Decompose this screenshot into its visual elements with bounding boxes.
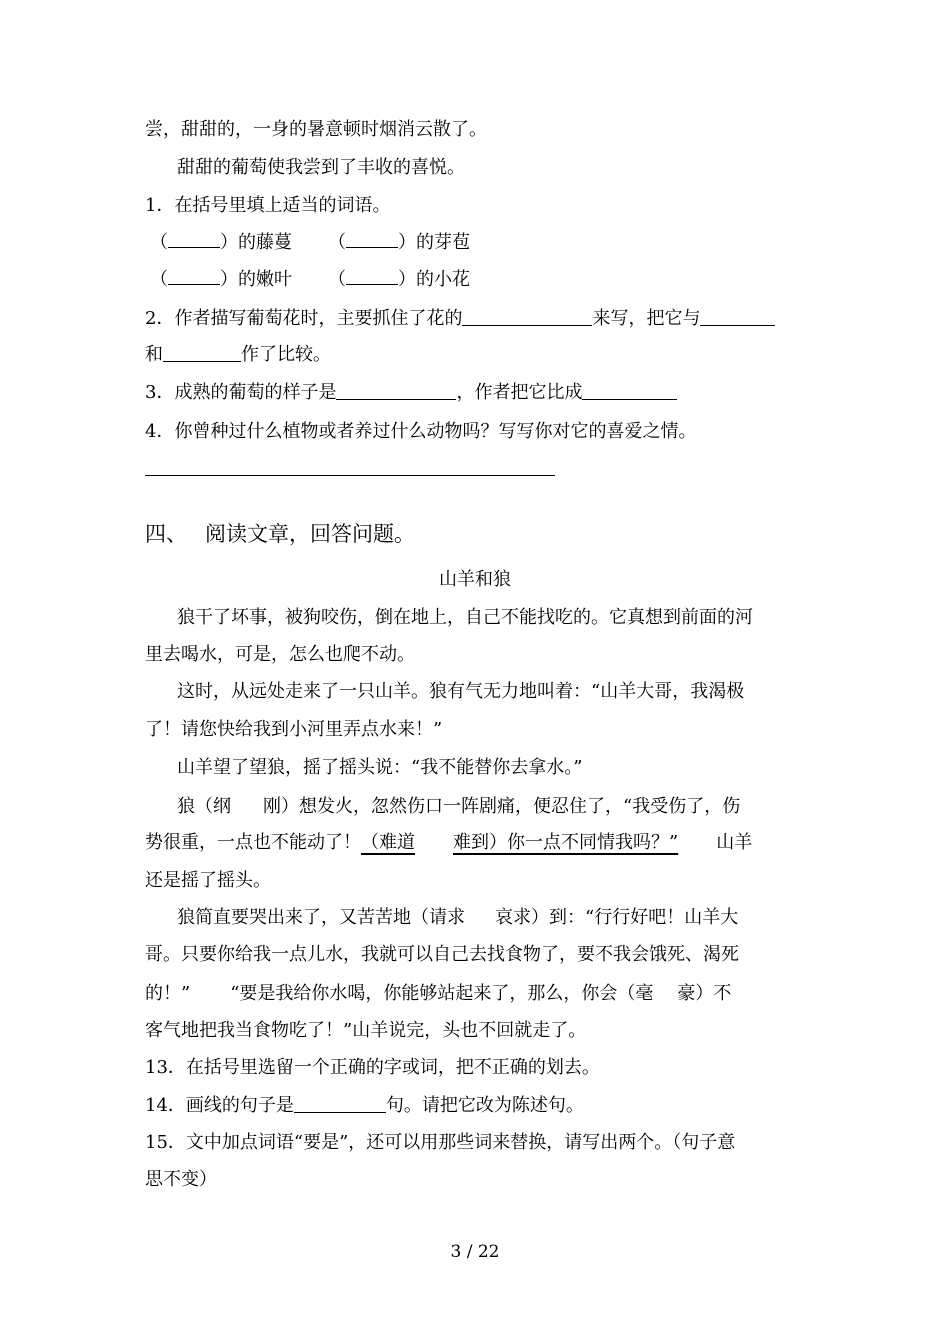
question-15-line-1: 15．文中加点词语“要是”，还可以用那些词来替换，请写出两个。（句子意 [145,1132,736,1153]
question-2-line-1: 2．作者描写葡萄花时，主要抓住了花的 来写，把它与 [145,307,775,331]
question-15-line-2: 思不变） [145,1169,217,1190]
answer-blank[interactable] [168,270,220,285]
question-3: 3．成熟的葡萄的样子是 ，作者把它比成 [145,381,677,405]
fill-word-b: 的芽苞 [416,232,470,253]
fill-word-d: 的小花 [416,269,470,290]
story-title: 山羊和狼 [439,569,511,590]
question-1: 1．在括号里填上适当的词语。 [145,195,391,216]
page-number: 3 / 22 [450,1242,500,1262]
answer-blank[interactable] [163,345,241,362]
story-line: 势很重，一点也不能动了！（难道 难到）你一点不同情我吗？” 山羊 [145,832,753,853]
answer-blank[interactable] [168,233,220,248]
story-line: 狼（纲 刚）想发火，忽然伤口一阵剧痛，便忍住了，“我受伤了，伤 [177,796,741,817]
answer-blank[interactable] [582,383,677,400]
fill-word-a: 的藤蔓 [238,232,292,253]
story-line: 这时，从远处走来了一只山羊。狼有气无力地叫着：“山羊大哥，我渴极 [177,681,745,702]
answer-line[interactable] [145,475,555,476]
story-line: 狼简直要哭出来了，又苦苦地（请求 哀求）到：“行行好吧！山羊大 [177,907,739,928]
question-14: 14．画线的句子是 句。请把它改为陈述句。 [145,1095,584,1116]
answer-blank[interactable] [346,233,398,248]
story-line: 哥。只要你给我一点儿水，我就可以自己去找食物了，要不我会饿死、渴死 [145,944,739,965]
answer-blank[interactable] [462,309,592,326]
story-line: 还是摇了摇头。 [145,870,271,891]
answer-blank[interactable] [336,383,456,400]
answer-blank[interactable] [700,309,775,326]
fill-row-1: （ ）的藤蔓 （ ）的芽苞 [150,232,470,253]
question-2-line-2: 和 作了比较。 [145,344,331,365]
paragraph-ending: 尝，甜甜的，一身的暑意顿时烟消云散了。 [145,119,487,140]
story-line: 的！” “要是我给你水喝，你能够站起来了，那么，你会（毫 豪）不 [145,983,732,1004]
story-line: 山羊望了望狼，摇了摇头说：“我不能替你去拿水。” [177,757,583,778]
question-13: 13．在括号里选留一个正确的字或词，把不正确的划去。 [145,1057,600,1078]
story-line: 了！请您快给我到小河里弄点水来！” [145,719,443,740]
fill-word-c: 的嫩叶 [238,269,292,290]
paragraph-summary: 甜甜的葡萄使我尝到了丰收的喜悦。 [177,157,465,178]
answer-blank[interactable] [294,1096,386,1113]
answer-blank[interactable] [346,270,398,285]
fill-row-2: （ ）的嫩叶 （ ）的小花 [150,269,470,290]
story-line: 里去喝水，可是，怎么也爬不动。 [145,644,415,665]
section-4-heading: 四、 阅读文章，回答问题。 [145,522,415,546]
story-line: 客气地把我当食物吃了！”山羊说完，头也不回就走了。 [145,1020,587,1041]
story-line: 狼干了坏事，被狗咬伤，倒在地上，自己不能找吃的。它真想到前面的河 [177,607,753,628]
underlined-sentence: （难道 难到）你一点不同情我吗？” [361,832,679,853]
question-4: 4．你曾种过什么植物或者养过什么动物吗？写写你对它的喜爱之情。 [145,421,697,442]
